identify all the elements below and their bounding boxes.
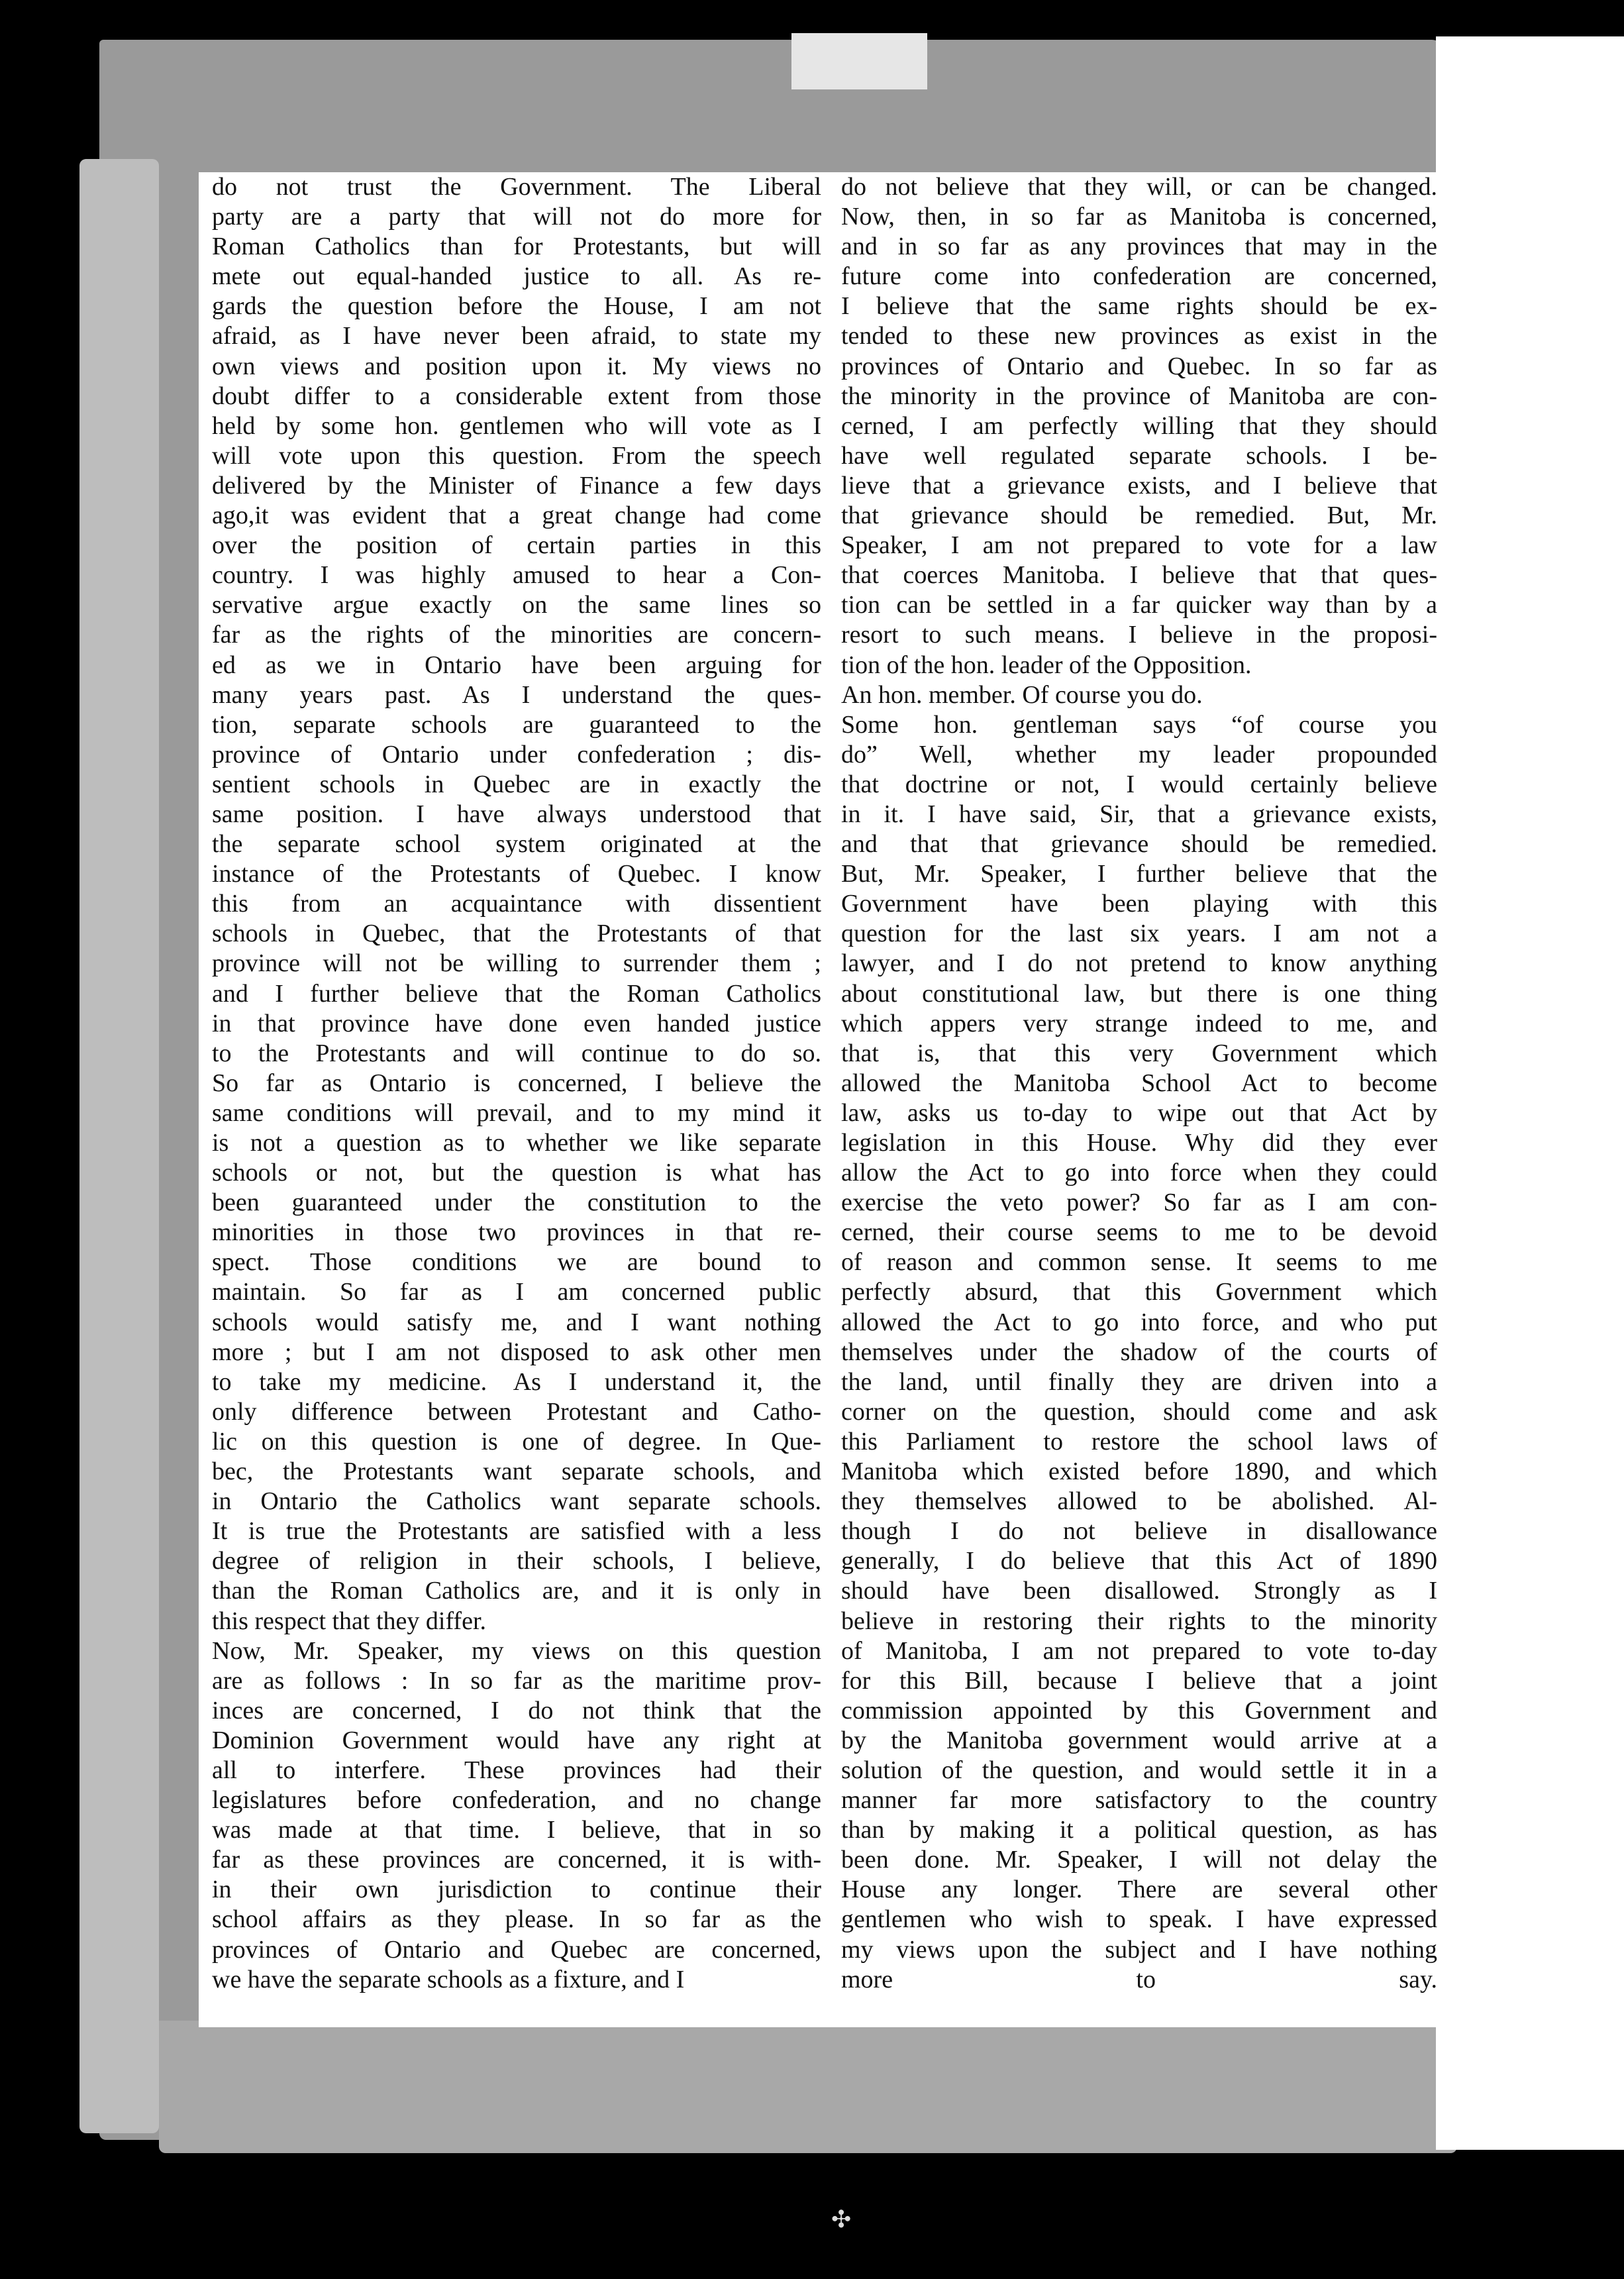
right-column-line: been done. Mr. Speaker, I will not delay the <box>841 1846 1437 1874</box>
right-column-line: the land, until finally they are driven into a <box>841 1367 1437 1396</box>
left-column-line: province of Ontario under confederation ; dis- <box>212 740 821 768</box>
right-column-line: I believe that the same rights should be ex- <box>841 292 1437 321</box>
right-column <box>841 172 1437 1995</box>
left-column-line: party are a party that will not do more for <box>212 203 821 231</box>
right-column-line: question for the last six years. I am not a <box>841 920 1437 948</box>
text-block <box>199 172 1457 2027</box>
right-column-line: which appers very strange indeed to me, and <box>841 1009 1437 1037</box>
right-column-line: corner on the question, should come and ask <box>841 1397 1437 1426</box>
right-column-line: exercise the veto power? So far as I am con- <box>841 1189 1437 1217</box>
left-column-line: school affairs as they please. In so far as the <box>212 1905 821 1934</box>
left-column-line: servative argue exactly on the same lines so <box>212 591 821 619</box>
right-column-line: generally, I do believe that this Act of 1890 <box>841 1547 1437 1575</box>
right-column-line: Speaker, I am not prepared to vote for a law <box>841 531 1437 560</box>
left-column-line: more ; but I am not disposed to ask other men <box>212 1338 821 1366</box>
left-column-line: ed as we in Ontario have been arguing for <box>212 651 821 679</box>
left-column-line: delivered by the Minister of Finance a few days <box>212 471 821 500</box>
left-column-line: will vote upon this question. From the speech <box>212 441 821 470</box>
right-column-line: tion can be settled in a far quicker way than by a <box>841 591 1437 619</box>
left-column-line: same conditions will prevail, and to my mind it <box>212 1098 821 1127</box>
left-column-line: tion, separate schools are guaranteed to the <box>212 710 821 739</box>
left-column-line: only difference between Protestant and Catho- <box>212 1397 821 1426</box>
left-column-line: provinces of Ontario and Quebec are concerned, <box>212 1935 821 1964</box>
left-column-line: was made at that time. I believe, that in so <box>212 1816 821 1844</box>
right-column-line: Government have been playing with this <box>841 890 1437 918</box>
left-column-line: are as follows : In so far as the maritime prov- <box>212 1666 821 1695</box>
left-column-line: in Ontario the Catholics want separate schools. <box>212 1487 821 1516</box>
right-column-line: allowed the Manitoba School Act to become <box>841 1069 1437 1097</box>
left-column-line: gards the question before the House, I am not <box>212 292 821 321</box>
right-column-line: and that that grievance should be remedied. <box>841 830 1437 859</box>
left-column-line: in their own jurisdiction to continue their <box>212 1876 821 1904</box>
right-column-line: lawyer, and I do not pretend to know anything <box>841 949 1437 978</box>
left-column-line: schools in Quebec, that the Protestants of that <box>212 920 821 948</box>
left-column-line: Dominion Government would have any right at <box>212 1726 821 1754</box>
right-column-line: should have been disallowed. Strongly as I <box>841 1577 1437 1605</box>
adjacent-page-edge <box>1436 36 1624 2150</box>
right-column-line: they themselves allowed to be abolished. Al- <box>841 1487 1437 1516</box>
left-column-line: own views and position upon it. My views no <box>212 352 821 380</box>
right-column-line: allowed the Act to go into force, and who put <box>841 1308 1437 1336</box>
right-column-line: cerned, I am perfectly willing that they should <box>841 411 1437 440</box>
page-edge-left <box>79 159 159 2133</box>
right-column-line: that grievance should be remedied. But, Mr. <box>841 502 1437 530</box>
left-column-line: Roman Catholics than for Protestants, but will <box>212 233 821 261</box>
right-column-line: allow the Act to go into force when they could <box>841 1159 1437 1187</box>
left-column-line: It is true the Protestants are satisfied with a less <box>212 1517 821 1546</box>
right-column-line: my views upon the subject and I have nothing <box>841 1935 1437 1964</box>
right-column-line: do not believe that they will, or can be changed. <box>841 173 1437 201</box>
left-column-line: is not a question as to whether we like separate <box>212 1129 821 1157</box>
left-column-line: schools or not, but the question is what has <box>212 1159 821 1187</box>
right-column-line: lieve that a grievance exists, and I believe that <box>841 471 1437 500</box>
right-column-line: Some hon. gentleman says “of course you <box>841 710 1437 739</box>
right-column-line: believe in restoring their rights to the minority <box>841 1607 1437 1635</box>
right-column-line: that coerces Manitoba. I believe that that ques- <box>841 561 1437 590</box>
page-edge-bottom <box>159 2021 1457 2153</box>
left-column-line: country. I was highly amused to hear a Con- <box>212 561 821 590</box>
left-column-line: degree of religion in their schools, I believe, <box>212 1547 821 1575</box>
left-column-line: spect. Those conditions we are bound to <box>212 1248 821 1277</box>
left-column-line: doubt differ to a considerable extent from those <box>212 382 821 410</box>
right-column-line: An hon. member. Of course you do. <box>841 680 1203 709</box>
left-column-line: maintain. So far as I am concerned public <box>212 1278 821 1306</box>
right-column-line: manner far more satisfactory to the country <box>841 1786 1437 1815</box>
left-column-line: So far as Ontario is concerned, I believe the <box>212 1069 821 1097</box>
left-column-line: province will not be willing to surrender them ; <box>212 949 821 978</box>
left-column-line: this from an acquaintance with dissentient <box>212 890 821 918</box>
left-column-line: ago,it was evident that a great change had come <box>212 502 821 530</box>
left-column-line: in that province have done even handed justice <box>212 1009 821 1037</box>
left-column-line: all to interfere. These provinces had their <box>212 1756 821 1784</box>
left-column-line: over the position of certain parties in this <box>212 531 821 560</box>
right-column-line: themselves under the shadow of the courts of <box>841 1338 1437 1366</box>
right-column-line: perfectly absurd, that this Government which <box>841 1278 1437 1306</box>
right-column-line: than by making it a political question, as has <box>841 1816 1437 1844</box>
right-column-line: cerned, their course seems to me to be devoid <box>841 1218 1437 1247</box>
right-column-line: this Parliament to restore the school laws of <box>841 1427 1437 1456</box>
left-column <box>212 172 821 1995</box>
left-column-line: Now, Mr. Speaker, my views on this question <box>212 1636 821 1665</box>
left-column-line: schools would satisfy me, and I want nothing <box>212 1308 821 1336</box>
right-column-line: gentlemen who wish to speak. I have expressed <box>841 1905 1437 1934</box>
right-column-line: for this Bill, because I believe that a joint <box>841 1666 1437 1695</box>
paper-tab <box>791 33 927 89</box>
left-column-line: legislatures before confederation, and no change <box>212 1786 821 1815</box>
right-column-line: Manitoba which existed before 1890, and which <box>841 1458 1437 1486</box>
left-column-line: than the Roman Catholics are, and it is only in <box>212 1577 821 1605</box>
right-column-line: future come into confederation are concerned, <box>841 262 1437 291</box>
right-column-line: in it. I have said, Sir, that a grievance exists, <box>841 800 1437 828</box>
left-column-line: the separate school system originated at the <box>212 830 821 859</box>
right-column-line: that is, that this very Government which <box>841 1039 1437 1067</box>
left-column-line: far as these provinces are concerned, it is with- <box>212 1846 821 1874</box>
right-column-line: have well regulated separate schools. I be- <box>841 441 1437 470</box>
right-column-line: that doctrine or not, I would certainly believe <box>841 770 1437 798</box>
right-column-line: House any longer. There are several other <box>841 1876 1437 1904</box>
right-column-line: about constitutional law, but there is one thing <box>841 979 1437 1008</box>
left-column-line: minorities in those two provinces in that re- <box>212 1218 821 1247</box>
left-column-line: to the Protestants and will continue to do so. <box>212 1039 821 1067</box>
scan-artifact-icon: ✣ <box>831 2206 852 2233</box>
right-column-line: and in so far as any provinces that may in the <box>841 233 1437 261</box>
right-column-line: though I do not believe in disallowance <box>841 1517 1437 1546</box>
left-column-line: sentient schools in Quebec are in exactly the <box>212 770 821 798</box>
left-column-line: held by some hon. gentlemen who will vote as I <box>212 411 821 440</box>
left-column-line: inces are concerned, I do not think that the <box>212 1696 821 1724</box>
left-column-line: bec, the Protestants want separate schools, and <box>212 1458 821 1486</box>
right-column-line: Now, then, in so far as Manitoba is concerned, <box>841 203 1437 231</box>
left-column-line: we have the separate schools as a fixture, and I <box>212 1965 685 1993</box>
right-column-line: by the Manitoba government would arrive at a <box>841 1726 1437 1754</box>
right-column-line: law, asks us to-day to wipe out that Act by <box>841 1098 1437 1127</box>
right-column-line: more to say. <box>841 1965 1437 1993</box>
left-column-line: this respect that they differ. <box>212 1607 487 1635</box>
right-column-line: tion of the hon. leader of the Opposition. <box>841 651 1252 679</box>
left-column-line: do not trust the Government. The Liberal <box>212 173 821 201</box>
left-column-line: instance of the Protestants of Quebec. I know <box>212 860 821 888</box>
right-column-line: tended to these new provinces as exist in the <box>841 322 1437 350</box>
right-column-line: legislation in this House. Why did they ever <box>841 1129 1437 1157</box>
right-column-line: resort to such means. I believe in the proposi- <box>841 621 1437 649</box>
right-column-line: do” Well, whether my leader propounded <box>841 740 1437 768</box>
right-column-line: solution of the question, and would settle it in a <box>841 1756 1437 1784</box>
right-column-line: the minority in the province of Manitoba are con- <box>841 382 1437 410</box>
left-column-line: to take my medicine. As I understand it, the <box>212 1367 821 1396</box>
right-column-line: commission appointed by this Government and <box>841 1696 1437 1724</box>
right-column-line: of Manitoba, I am not prepared to vote to-day <box>841 1636 1437 1665</box>
left-column-line: mete out equal-handed justice to all. As re- <box>212 262 821 291</box>
left-column-line: lic on this question is one of degree. In Que- <box>212 1427 821 1456</box>
left-column-line: same position. I have always understood that <box>212 800 821 828</box>
left-column-line: afraid, as I have never been afraid, to state my <box>212 322 821 350</box>
left-column-line: been guaranteed under the constitution to the <box>212 1189 821 1217</box>
right-column-line: But, Mr. Speaker, I further believe that the <box>841 860 1437 888</box>
left-column-line: and I further believe that the Roman Catholics <box>212 979 821 1008</box>
right-column-line: of reason and common sense. It seems to me <box>841 1248 1437 1277</box>
right-column-line: provinces of Ontario and Quebec. In so far as <box>841 352 1437 380</box>
left-column-line: far as the rights of the minorities are concern- <box>212 621 821 649</box>
left-column-line: many years past. As I understand the ques- <box>212 680 821 709</box>
